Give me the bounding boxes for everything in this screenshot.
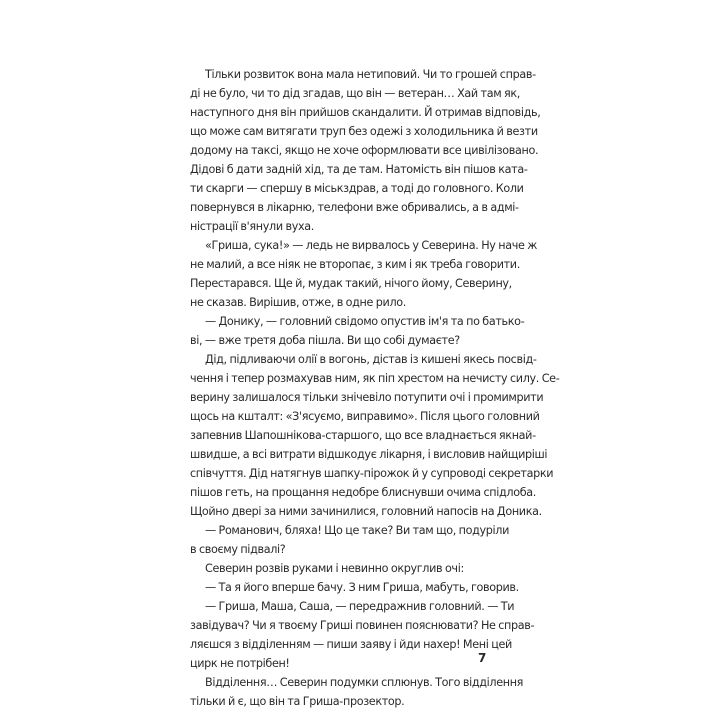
text-line: ляєшся з відділенням — пиши заяву і йди нахер! Мені цей bbox=[190, 638, 512, 651]
text-line: цирк не потрібен! bbox=[190, 657, 290, 670]
text-line: щось на кшталт: «З'ясуємо, виправимо». Після цього головний bbox=[190, 410, 540, 423]
text-line: — Гриша, Маша, Саша, — передражнив головний. — Ти bbox=[205, 600, 515, 613]
text-line: швидше, а всі витрати відшкодує лікарня, і висловив найщиріші bbox=[190, 448, 548, 461]
page-number: 7 bbox=[478, 651, 487, 665]
text-line: наступного дня він прийшов скандалити. Й отримав відповідь, bbox=[190, 106, 541, 119]
text-line: Перестарався. Ще й, мудак такий, нічого йому, Северину, bbox=[190, 277, 512, 290]
text-line: верину залишалося тільки знічевіло потупити очі і промимрити bbox=[190, 391, 544, 404]
text-line: Щойно двері за ними зачинилися, головний напосів на Доника. bbox=[190, 505, 542, 518]
text-line: пішов геть, на прощання недобре блиснувши очима спідлоба. bbox=[190, 486, 536, 499]
text-line: Дідові б дати задній хід, та де там. Натомість він пішов ката- bbox=[190, 163, 528, 176]
text-line: ді не було, чи то дід згадав, що він — ветеран… Хай там як, bbox=[190, 87, 521, 100]
text-line: — Донику, — головний свідомо опустив ім'я та по батько- bbox=[205, 315, 525, 328]
text-line: — Романович, бляха! Що це таке? Ви там що, подуріли bbox=[205, 524, 510, 537]
text-line: тільки й є, що він та Гриша-прозектор. bbox=[190, 695, 405, 708]
text-line: співчуття. Дід натягнув шапку-пірожок й у супроводі секретарки bbox=[190, 467, 554, 480]
text-line: ністрації в'янули вуха. bbox=[190, 220, 314, 233]
text-line: Тільки розвиток вона мала нетиповий. Чи то грошей справ- bbox=[205, 68, 536, 81]
text-line: запевнив Шапошнікова-старшого, що все владнається якнай- bbox=[190, 429, 536, 442]
text-line: Северин розвів руками і невинно округлив очі: bbox=[205, 562, 464, 575]
text-line: в своєму підвалі? bbox=[190, 543, 286, 556]
text-line: «Гриша, сука!» — ледь не вирвалось у Северина. Ну наче ж bbox=[205, 239, 537, 252]
text-line: додому на таксі, якщо не хоче оформлювати все цивілізовано. bbox=[190, 144, 539, 157]
text-line: ти скарги — спершу в міськздрав, а тоді до головного. Коли bbox=[190, 182, 524, 195]
text-line: повернувся в лікарню, телефони вже обривались, а в адмі- bbox=[190, 201, 519, 214]
text-line: — Та я його вперше бачу. З ним Гриша, мабуть, говорив. bbox=[205, 581, 519, 594]
text-line: не малий, а все ніяк не второпає, з ким і як треба говорити. bbox=[190, 258, 520, 271]
text-line: що може сам витягати труп без одежі з холодильника й везти bbox=[190, 125, 538, 138]
page-body-text bbox=[190, 65, 560, 711]
text-line: Дід, підливаючи олії в вогонь, дістав із кишені якесь посвід- bbox=[205, 353, 537, 366]
text-line: ві, — вже третя доба пішла. Ви що собі думаєте? bbox=[190, 334, 460, 347]
text-line: чення і тепер розмахував ним, як піп хрестом на нечисту силу. Се- bbox=[190, 372, 560, 385]
text-line: Відділення… Северин подумки сплюнув. Того відділення bbox=[205, 676, 524, 689]
text-line: завідувач? Чи я твоєму Гриші повинен пояснювати? Не справ- bbox=[190, 619, 535, 632]
text-line: не сказав. Вирішив, отже, в одне рило. bbox=[190, 296, 406, 309]
